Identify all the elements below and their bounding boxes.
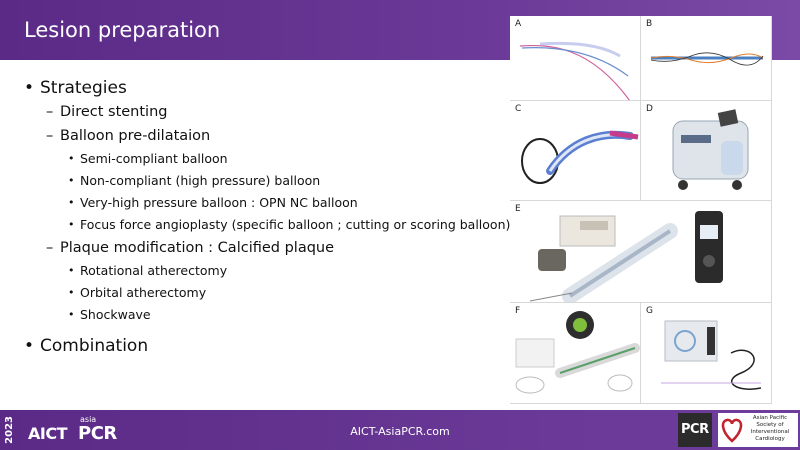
conference-year: 2023 [4, 416, 15, 444]
slide-title: Lesion preparation [24, 18, 221, 42]
bullet-plaque-item: • Rotational atherectomy [24, 260, 504, 282]
bullet-plaque-modification: – Plaque modification : Calcified plaque [24, 236, 504, 260]
pcr-badge-text: PCR [681, 422, 709, 437]
apsic-line: Society of [756, 422, 784, 428]
panel-e [510, 201, 772, 303]
panel-label: E [515, 204, 521, 214]
bullet-balloon-item: • Very-high pressure balloon : OPN NC balloon [24, 192, 504, 214]
pcr-badge [678, 413, 712, 447]
bullet-balloon-item: • Focus force angioplasty (specific balloon ; cutting or scoring balloon) [24, 214, 504, 236]
heart-icon [719, 413, 745, 447]
device-figure-grid [510, 16, 772, 404]
pcr-logo-text: PCR [78, 423, 117, 444]
bullet-balloon-predilation: – Balloon pre-dilataion [24, 124, 504, 148]
apsic-line: Cardiology [755, 436, 785, 442]
footer-bar [0, 410, 800, 450]
panel-b [641, 16, 772, 101]
footer-url: AICT-AsiaPCR.com [350, 425, 450, 438]
panel-label: F [515, 306, 521, 316]
panel-label: G [646, 306, 653, 316]
panel-c [510, 101, 641, 201]
panel-label: B [646, 19, 653, 29]
shockwave-generator-image [641, 303, 772, 404]
balloon-catheter-image [510, 16, 641, 101]
panel-g [641, 303, 772, 404]
panel-a [510, 16, 641, 101]
bullet-list [24, 74, 511, 358]
panel-label: A [515, 19, 522, 29]
apsic-line: Interventional [750, 429, 790, 435]
laser-console-image [641, 101, 772, 201]
asia-logo-text: asia [80, 415, 97, 424]
bullet-plaque-item: • Orbital atherectomy [24, 282, 504, 304]
apsic-line: Asian Pacific [752, 415, 788, 421]
bullet-strategies: • Strategies [24, 76, 504, 100]
apsic-logo-text [744, 415, 796, 443]
bullet-direct-stenting: – Direct stenting [24, 100, 504, 124]
rotablator-system-image [510, 201, 772, 303]
apsic-logo [718, 413, 798, 447]
scoring-balloon-image [641, 16, 772, 101]
orbital-atherectomy-image [510, 303, 641, 404]
panel-d [641, 101, 772, 201]
bullet-balloon-item: • Semi-compliant balloon [24, 148, 504, 170]
bullet-balloon-item: • Non-compliant (high pressure) balloon [24, 170, 504, 192]
rotational-burr-image [510, 101, 641, 201]
panel-label: C [515, 104, 522, 114]
panel-f [510, 303, 641, 404]
bullet-plaque-item: • Shockwave [24, 304, 504, 326]
panel-label: D [646, 104, 653, 114]
bullet-combination: • Combination [24, 334, 504, 358]
aict-logo: AICT [28, 424, 67, 443]
